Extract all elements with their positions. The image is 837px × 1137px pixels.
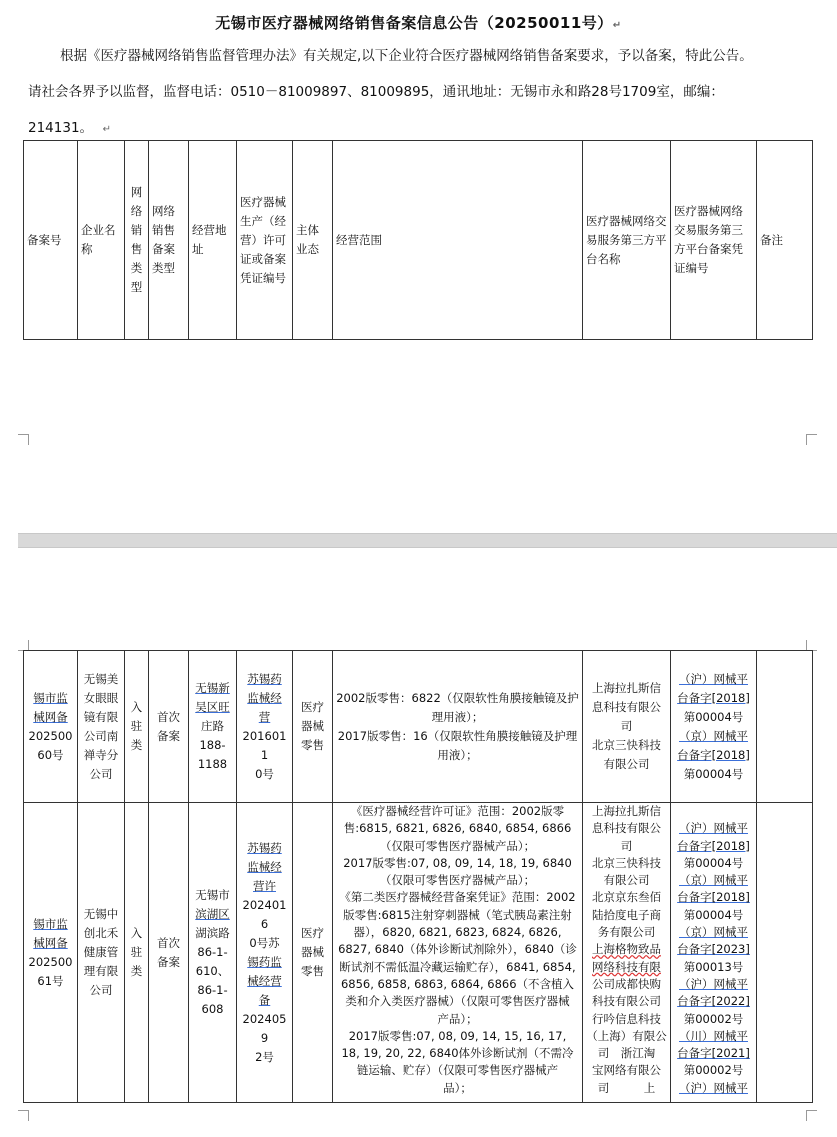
cell-platform: 上海拉扎斯信 息科技有限公 司 北京三快科技 有限公司 北京京东叁佰 陆拾度电子商 务有限公司 上海格物致品 网络科技有限 公司成都快购 科技有限公司 行吟信息科技 （上海）有限公 司 浙江淘 宝网络有限公 司 上 (583, 803, 671, 1103)
postcode-line: 214131。 ↵ (28, 120, 111, 136)
cell-company: 无锡美 女眼眼 镜有限 公司南 禅寺分 公司 (78, 651, 125, 803)
page-2 (0, 640, 837, 1137)
cell-platform-no: （沪）网械平 台备字[2018] 第00004号 （京）网械平 台备字[2018] 第00004号 （京）网械平 台备字[2023] 第00013号 （沪）网械平 台备字[2022] 第00002号 （川）网械平 台备字[2021] 第00002号 （沪）网械平 (671, 803, 757, 1103)
header-net-type: 网 络 销 售 类 型 (125, 141, 149, 340)
records-table (23, 650, 813, 1103)
cell-license: 苏锡药 监械经 营许 2024016 0号苏 锡药监 械经营 备 2024059 2号 (237, 803, 293, 1103)
cell-remark (757, 803, 813, 1103)
cell-address: 无锡市 滨湖区 湖滨路 86-1- 610、 86-1- 608 (189, 803, 237, 1103)
page-separator (18, 533, 837, 548)
header-scope: 经营范围 (333, 141, 583, 340)
header-status: 主体业态 (293, 141, 333, 340)
table-row (24, 651, 813, 803)
margin-mark (18, 434, 29, 445)
cell-scope: 2002版零售：6822（仅限软性角膜接触镜及护 理用液）； 2017版零售：16（仅限软性角膜接触镜及护理 用液）； (333, 651, 583, 803)
cell-license: 苏锡药 监械经 营 2016011 0号 (237, 651, 293, 803)
cell-company: 无锡中 创北禾 健康管 理有限 公司 (78, 803, 125, 1103)
cell-record-no: 锡市监 械网备 202500 60号 (24, 651, 78, 803)
cell-scope: 《医疗器械经营许可证》范围：2002版零 售:6815, 6821, 6826, 6840, 6854, 6866 （仅限可零售医疗器械产品）； 2017版零售:07, 08, 09, 14, 18, 19, 6840 （仅限可零售医疗器械产品）； 《第二类医疗器械经营备案凭证》范围：2002 版零售:6815注射穿刺器械（笔式胰岛素注射 器），6820, 6821, 6823, 6824, 6826, 6827, 6840（体外诊断试剂除外），6840（诊 断试剂不需低温冷藏运输贮存），6841, 6854, 6856, 6858, 6863, 6864, 6866（不含植入 类和介入类医疗器械）（仅限可零售医疗器械 产品）； 2017版零售:07, 08, 09, 14, 15, 16, 17, 18, 19, 20, 22, 6840体外诊断试剂（不需冷 链运输、贮存）（仅限可零售医疗器械产 品）； (333, 803, 583, 1103)
cell-address: 无锡新 吴区旺 庄路 188- 1188 (189, 651, 237, 803)
table-row (24, 803, 813, 1103)
margin-mark (806, 1110, 817, 1121)
header-platform-no: 医疗器械网络交易服务第三方平台备案凭证编号 (671, 141, 757, 340)
cell-net-type: 入 驻 类 (125, 803, 149, 1103)
notice-title: 无锡市医疗器械网络销售备案信息公告（20250011号）↵ (215, 14, 622, 32)
page-break (0, 530, 837, 640)
cell-filing-type: 首次 备案 (149, 803, 189, 1103)
margin-mark (18, 1110, 29, 1121)
cell-platform-no: （沪）网械平 台备字[2018] 第00004号 （京）网械平 台备字[2018] 第00004号 (671, 651, 757, 803)
cell-platform: 上海拉扎斯信 息科技有限公 司 北京三快科技 有限公司 (583, 651, 671, 803)
supervision-paragraph: 请社会各界予以监督，监督电话：0510－81009897、81009895，通讯地址：无锡市永和路28号1709室，邮编： (28, 84, 724, 100)
cell-remark (757, 651, 813, 803)
header-remark: 备注 (757, 141, 813, 340)
header-license: 医疗器械生产（经营）许可证或备案凭证编号 (237, 141, 293, 340)
header-company: 企业名称 (78, 141, 125, 340)
header-record-no: 备案号 (24, 141, 78, 340)
page-1 (0, 0, 837, 530)
cell-filing-type: 首次 备案 (149, 651, 189, 803)
header-address: 经营地址 (189, 141, 237, 340)
cell-net-type: 入 驻 类 (125, 651, 149, 803)
header-platform: 医疗器械网络交易服务第三方平台名称 (583, 141, 671, 340)
cell-record-no: 锡市监 械网备 202500 61号 (24, 803, 78, 1103)
header-filing-type: 网络销售备案类型 (149, 141, 189, 340)
header-table (23, 140, 813, 340)
intro-paragraph: 根据《医疗器械网络销售监督管理办法》有关规定,以下企业符合医疗器械网络销售备案要求，予以备案，特此公告。 (60, 48, 753, 64)
cell-status: 医疗 器械 零售 (293, 651, 333, 803)
margin-mark (806, 434, 817, 445)
cell-status: 医疗 器械 零售 (293, 803, 333, 1103)
